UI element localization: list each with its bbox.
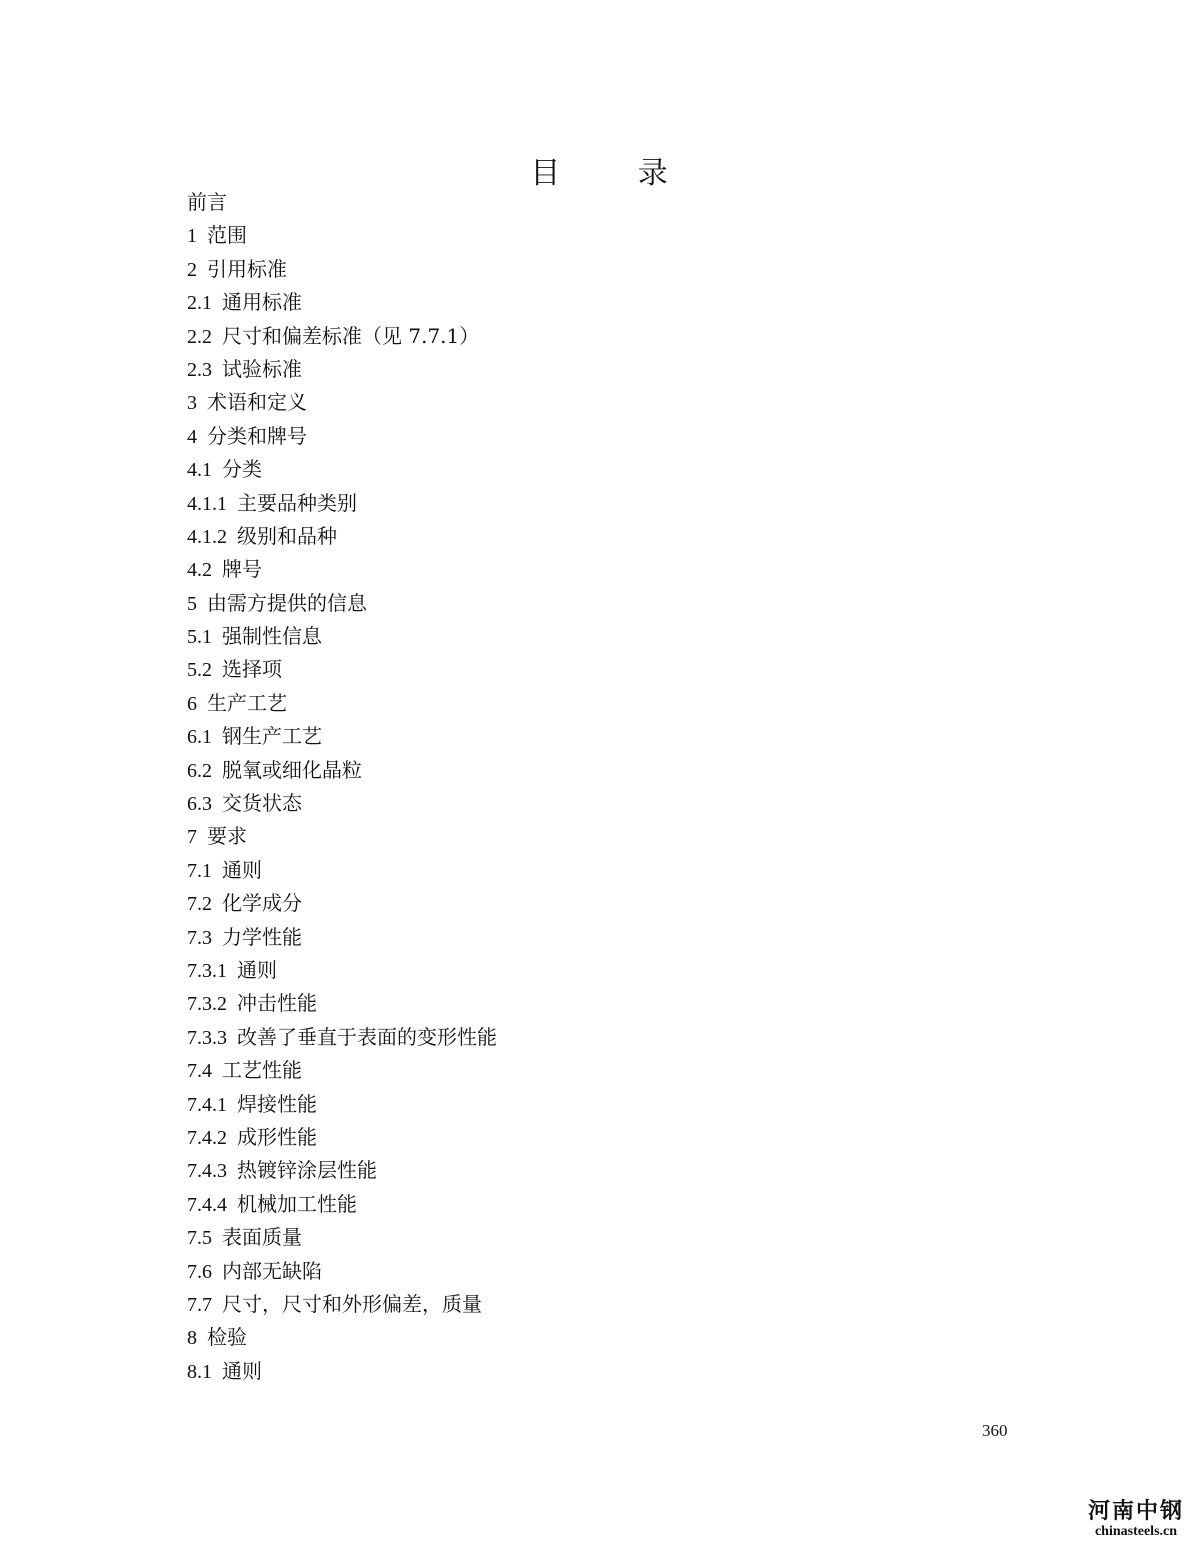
toc-entry-text: 通则 <box>237 957 277 982</box>
toc-entry-text: 焊接性能 <box>237 1091 317 1116</box>
toc-entry-number: 7.4.2 <box>187 1126 227 1149</box>
toc-entry-number: 5.2 <box>187 659 212 682</box>
toc-entry-number: 6 <box>187 692 197 715</box>
watermark-cn: 河南中钢 <box>1087 1499 1184 1524</box>
toc-entry-number: 7.3.3 <box>187 1026 227 1049</box>
toc-entry-text: 牌号 <box>222 557 262 582</box>
toc-entry <box>187 1321 497 1354</box>
toc-entry-text: 选择项 <box>222 657 282 682</box>
toc-entry-number: 8 <box>187 1327 197 1350</box>
toc-entry <box>187 219 497 252</box>
toc-entry <box>187 253 497 286</box>
toc-entry-number: 4.2 <box>187 559 212 582</box>
toc-entry-number: 6.2 <box>187 759 212 782</box>
toc-entry-text: 由需方提供的信息 <box>207 590 367 615</box>
watermark-en: chinasteels.cn <box>1094 1524 1178 1539</box>
toc-entry <box>187 887 497 920</box>
toc-entry <box>187 186 497 219</box>
toc-entry-text: 化学成分 <box>222 891 302 916</box>
toc-entry-text: 钢生产工艺 <box>222 724 322 749</box>
toc-entry-number: 7 <box>187 826 197 849</box>
toc-entry-number: 7.4.1 <box>187 1093 227 1116</box>
toc-entry-text: 范围 <box>207 223 247 248</box>
toc-entry <box>187 487 497 520</box>
toc-entry-number: 7.1 <box>187 859 212 882</box>
watermark-logo <box>1080 1500 1192 1540</box>
toc-entry-number: 2.3 <box>187 358 212 381</box>
toc-entry-text: 分类 <box>222 457 262 482</box>
toc-entry-text: 强制性信息 <box>222 624 322 649</box>
toc-entry <box>187 787 497 820</box>
toc-entry-text: 机械加工性能 <box>237 1191 357 1216</box>
toc-entry <box>187 754 497 787</box>
toc-entry-text: 热镀锌涂层性能 <box>237 1158 377 1183</box>
toc-entry-number: 4 <box>187 425 197 448</box>
toc-entry-number: 7.6 <box>187 1260 212 1283</box>
toc-entry <box>187 720 497 753</box>
toc-entry <box>187 921 497 954</box>
toc-entry-text: 主要品种类别 <box>237 490 357 515</box>
toc-entry-number: 7.7 <box>187 1293 212 1316</box>
toc-entry-number: 7.3.2 <box>187 993 227 1016</box>
toc-entry-text: 尺寸，尺寸和外形偏差，质量 <box>222 1291 482 1316</box>
toc-entry <box>187 620 497 653</box>
toc-entry-text: 冲击性能 <box>237 991 317 1016</box>
toc-entry <box>187 353 497 386</box>
page-title: 目 录 <box>530 156 702 191</box>
toc-entry <box>187 854 497 887</box>
toc-entry <box>187 1154 497 1187</box>
toc-entry <box>187 687 497 720</box>
toc-entry-number: 7.4 <box>187 1060 212 1083</box>
toc-entry <box>187 1221 497 1254</box>
toc-entry <box>187 453 497 486</box>
toc-entry-text: 表面质量 <box>222 1225 302 1250</box>
toc-entry-number: 5.1 <box>187 626 212 649</box>
toc-entry <box>187 1288 497 1321</box>
toc-entry-number: 6.3 <box>187 793 212 816</box>
toc-entry-number: 5 <box>187 592 197 615</box>
toc-entry-number: 7.4.4 <box>187 1193 227 1216</box>
toc-entry-text: 分类和牌号 <box>207 423 307 448</box>
toc-entry-number: 7.4.3 <box>187 1160 227 1183</box>
toc-entry <box>187 553 497 586</box>
toc-entry <box>187 987 497 1020</box>
toc-entry-number: 2.1 <box>187 292 212 315</box>
toc-entry-text: 级别和品种 <box>237 523 337 548</box>
toc-entry <box>187 1255 497 1288</box>
toc-entry <box>187 1088 497 1121</box>
toc-entry-text: 成形性能 <box>237 1124 317 1149</box>
toc-entry-number: 4.1.2 <box>187 525 227 548</box>
toc-entry-number: 6.1 <box>187 726 212 749</box>
toc-entry-number: 7.5 <box>187 1227 212 1250</box>
toc-entry-number: 8.1 <box>187 1360 212 1383</box>
toc-entry <box>187 420 497 453</box>
toc-entry <box>187 587 497 620</box>
toc-entry-text: 工艺性能 <box>222 1058 302 1083</box>
toc-entry-text: 检验 <box>207 1325 247 1350</box>
toc-entry-number: 2.2 <box>187 325 212 348</box>
toc-entry-number: 7.3 <box>187 926 212 949</box>
toc-entry-text: 力学性能 <box>222 924 302 949</box>
toc-entry-number: 2 <box>187 258 197 281</box>
toc-entry-number: 7.2 <box>187 893 212 916</box>
toc-entry-text: 交货状态 <box>222 791 302 816</box>
toc-entry-number: 4.1.1 <box>187 492 227 515</box>
toc-entry <box>187 520 497 553</box>
toc-entry <box>187 1054 497 1087</box>
toc-entry-number: 7.3.1 <box>187 959 227 982</box>
toc-entry-text: 引用标准 <box>207 256 287 281</box>
toc-entry-text: 脱氧或细化晶粒 <box>222 757 362 782</box>
toc-entry-text: 内部无缺陷 <box>222 1258 322 1283</box>
toc-entry <box>187 820 497 853</box>
toc-entry-number: 1 <box>187 225 197 248</box>
toc-entry-text: 通用标准 <box>222 290 302 315</box>
toc-entry-number: 4.1 <box>187 459 212 482</box>
toc-entry-text: 通则 <box>222 1358 262 1383</box>
toc-entry-text: 试验标准 <box>222 356 302 381</box>
toc-entry <box>187 386 497 419</box>
toc-entry <box>187 1021 497 1054</box>
toc-entry-text: 通则 <box>222 857 262 882</box>
toc-entry <box>187 1121 497 1154</box>
toc-entry-text: 术语和定义 <box>207 390 307 415</box>
toc-entry-text: 前言 <box>187 190 227 214</box>
toc-entry-text: 尺寸和偏差标准（见 7.7.1） <box>222 323 480 348</box>
toc-entry-text: 生产工艺 <box>207 690 287 715</box>
toc-entry-number: 3 <box>187 392 197 415</box>
toc-entry <box>187 954 497 987</box>
toc-entry <box>187 1188 497 1221</box>
toc-entry <box>187 1355 497 1388</box>
toc-entry <box>187 286 497 319</box>
toc-entry-text: 要求 <box>207 824 247 849</box>
table-of-contents <box>187 186 497 1388</box>
page-number: 360 <box>982 1421 1008 1440</box>
toc-entry <box>187 653 497 686</box>
toc-entry-text: 改善了垂直于表面的变形性能 <box>237 1024 497 1049</box>
toc-entry <box>187 320 497 353</box>
